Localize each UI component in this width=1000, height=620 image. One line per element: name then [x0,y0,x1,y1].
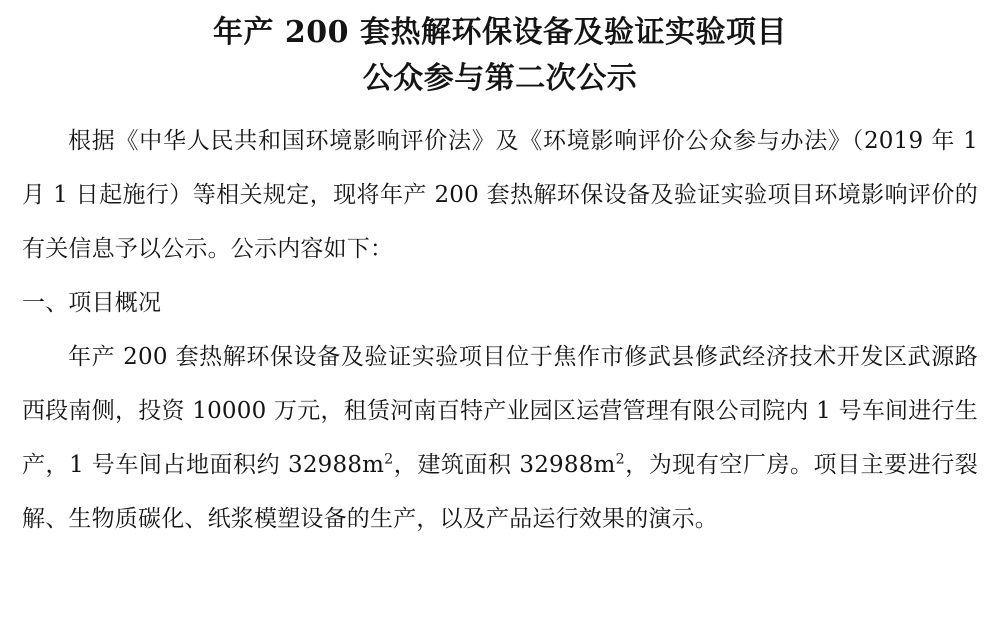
overview-text-part-3: ，为现有空厂房。项目主要进行裂解、生物质碳化、纸浆模塑设备的生产，以及产品运行效果的演示。 [22,452,979,532]
title-line-2: 公众参与第二次公示 [362,61,638,96]
section-heading-project-overview: 一、项目概况 [22,290,162,316]
page-title [22,10,978,102]
overview-text-part-2: ，建筑面积 32988m [393,452,616,478]
overview-text-part-1: 年产 200 套热解环保设备及验证实验项目位于焦作市修武县修武经济技术开发区武源路西段南侧，投资 10000 万元，租赁河南百特产业园区运营管理有限公司院内 1 号车间进行生产，1 号车间占地面积约 32988m [22,344,978,478]
title-heading [22,10,978,102]
area-unit-superscript-2: 2 [615,451,625,468]
project-overview-paragraph [22,330,978,546]
intro-paragraph: 根据《中华人民共和国环境影响评价法》及《环境影响评价公众参与办法》（2019 年 1 月 1 日起施行）等相关规定，现将年产 200 套热解环保设备及验证实验项目环境影响评价的有关信息予以公示。公示内容如下： [22,128,978,262]
title-line-1: 年产 200 套热解环保设备及验证实验项目 [212,15,787,50]
area-unit-superscript-1: 2 [384,451,394,468]
